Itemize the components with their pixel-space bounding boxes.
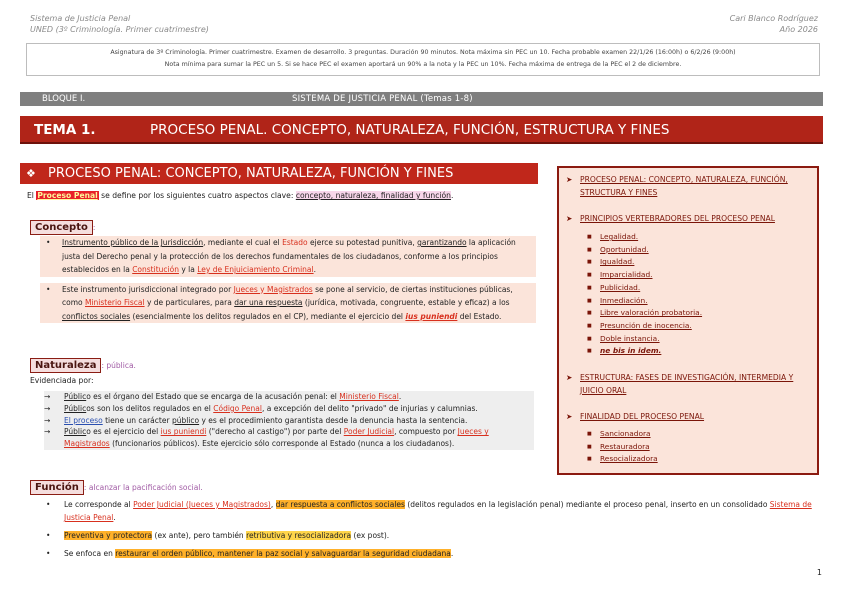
info-line-2: Nota mínima para sumar la PEC un 5. Si se hace PEC el examen aportará un 90% a la nota y la PEC un 10%. Fecha máxima de entrega de la PEC el 2 de diciembre. — [164, 61, 682, 68]
list-item: ■ Presunción de inocencia. — [587, 320, 702, 333]
concepto-heading: Concepto : — [30, 215, 95, 234]
list-item: ■ Oportunidad. — [587, 244, 702, 257]
section-title: PROCESO PENAL: CONCEPTO, NATURALEZA, FUNCIÓN Y FINES — [48, 166, 454, 181]
bloque-title: SISTEMA DE JUSTICIA PENAL (Temas 1-8) — [292, 94, 473, 104]
naturaleza-list — [44, 391, 534, 450]
list-item: • Le corresponde al Poder Judicial (Jueces y Magistrados), dar respuesta a conflictos sociales (delitos regulados en la legislación penal) mediante el proceso penal, inserto en un consolidado Sistema de Justicia Penal. — [44, 498, 834, 524]
list-item: ■ Publicidad. — [587, 282, 702, 295]
finalidad-list — [587, 428, 658, 466]
tema-bar — [20, 116, 823, 144]
sidebar-heading-2: ➤ PRINCIPIOS VERTEBRADORES DEL PROCESO PENAL — [566, 213, 806, 226]
list-item: ■ Libre valoración probatoria. — [587, 307, 702, 320]
header-left — [30, 13, 209, 35]
concepto-list — [40, 236, 536, 329]
course-info-box — [26, 43, 820, 76]
evidenced-by: Evidenciada por: — [30, 376, 94, 385]
list-item: ■ Imparcialidad. — [587, 269, 702, 282]
list-item: ■ Inmediación. — [587, 295, 702, 308]
bloque-bar — [20, 92, 823, 106]
aspects-highlight: concepto, naturaleza, finalidad y función — [295, 191, 451, 200]
intro-paragraph: El Proceso Penal se define por los siguientes cuatro aspectos clave: concepto, naturaleza, finalidad y función. — [27, 191, 454, 200]
course-name: Sistema de Justicia Penal — [30, 14, 131, 23]
page-number: 1 — [816, 568, 822, 577]
arrow-icon: ➤ — [566, 373, 573, 382]
list-item: ■ ne bis in idem. — [587, 345, 702, 358]
list-item: ■ Doble instancia. — [587, 333, 702, 346]
header-right — [730, 13, 818, 35]
arrow-icon: ➤ — [566, 412, 573, 421]
funcion-heading: Función : alcanzar la pacificación social. — [30, 475, 203, 494]
tema-title: PROCESO PENAL. CONCEPTO, NATURALEZA, FUNCIÓN, ESTRUCTURA Y FINES — [150, 122, 670, 138]
sidebar-heading-4: ➤ FINALIDAD DEL PROCESO PENAL — [566, 411, 806, 424]
list-item: • Se enfoca en restaurar el orden público, mantener la paz social y salvaguardar la seguridad ciudadana. — [44, 547, 834, 560]
list-item: ■ Sancionadora — [587, 428, 658, 441]
list-item: → El proceso tiene un carácter público y es el procedimiento garantista desde la denuncia hasta la sentencia. — [44, 415, 534, 427]
sidebar-heading-1: ➤ PROCESO PENAL: CONCEPTO, NATURALEZA, FUNCIÓN, STRUCTURA Y FINES — [566, 175, 788, 197]
naturaleza-heading: Naturaleza : pública. — [30, 353, 136, 372]
concepto-label: Concepto — [30, 220, 93, 235]
list-item: ■ Resocializadora — [587, 453, 658, 466]
list-item: → Público es el ejercicio del ius puniendi ("derecho al castigo") por parte del Poder Judicial, compuesto por Jueces y Magistrados (funcionarios públicos). Este ejercicio sólo corresponde al Estado (nunca a los ciudadanos). — [44, 426, 534, 450]
list-item: • Este instrumento jurisdiccional integrado por Jueces y Magistrados se pone al servicio, de ciertas instituciones públicas, como Ministerio Fiscal y de particulares, para dar una respuesta (jurídica, motivada, congruente, estable y eficaz) a los conflictos sociales (esencialmente los delitos regulados en el CP), mediante el ejercicio del ius puniendi del Estado. — [40, 283, 536, 324]
funcion-list — [44, 498, 834, 565]
list-item: ■ Legalidad. — [587, 231, 702, 244]
list-item: ■ Restauradora — [587, 441, 658, 454]
list-item: → Público es el órgano del Estado que se encarga de la acusación penal: el Ministerio Fiscal. — [44, 391, 534, 403]
term-highlight: Proceso Penal — [37, 191, 98, 200]
naturaleza-label: Naturaleza — [30, 358, 101, 373]
course-detail: UNED (3º Criminología. Primer cuatrimestre) — [30, 25, 209, 34]
year: Año 2026 — [779, 25, 818, 34]
arrow-icon: ➤ — [566, 214, 573, 223]
funcion-label: Función — [30, 480, 84, 495]
list-item: ■ Igualdad. — [587, 256, 702, 269]
summary-sidebar — [557, 166, 819, 475]
list-item: • Instrumento público de la Jurisdicción, mediante el cual el Estado ejerce su potestad punitiva, garantizando la aplicación justa del Derecho penal y la protección de los derechos fundamentales de los ciudadanos, conforme a los principios establecidos en la Constitución y la Ley de Enjuiciamiento Criminal. — [40, 236, 536, 277]
bloque-label: BLOQUE I. — [42, 94, 86, 104]
section-heading — [20, 163, 538, 184]
diamond-bullet-icon: ❖ — [26, 167, 36, 180]
principles-list — [587, 231, 702, 358]
info-line-1: Asignatura de 3º Criminología. Primer cuatrimestre. Examen de desarrollo. 3 preguntas. Duración 90 minutos. Nota máxima sin PEC un 10. Fecha probable examen 22/1/26 (16:00h) o 6/2/26 (9:00h) — [110, 49, 736, 56]
arrow-icon: ➤ — [566, 175, 573, 184]
tema-number: TEMA 1. — [34, 122, 96, 138]
sidebar-heading-3: ➤ ESTRUCTURA: FASES DE INVESTIGACIÓN, INTERMEDIA Y JUICIO ORAL — [566, 373, 794, 395]
list-item: • Preventiva y protectora (ex ante), pero también retributiva y resocializadora (ex post). — [44, 529, 834, 542]
list-item: → Públicos son los delitos regulados en el Código Penal, a excepción del delito "privado" de injurias y calumnias. — [44, 403, 534, 415]
author-name: Cari Blanco Rodríguez — [729, 14, 818, 23]
